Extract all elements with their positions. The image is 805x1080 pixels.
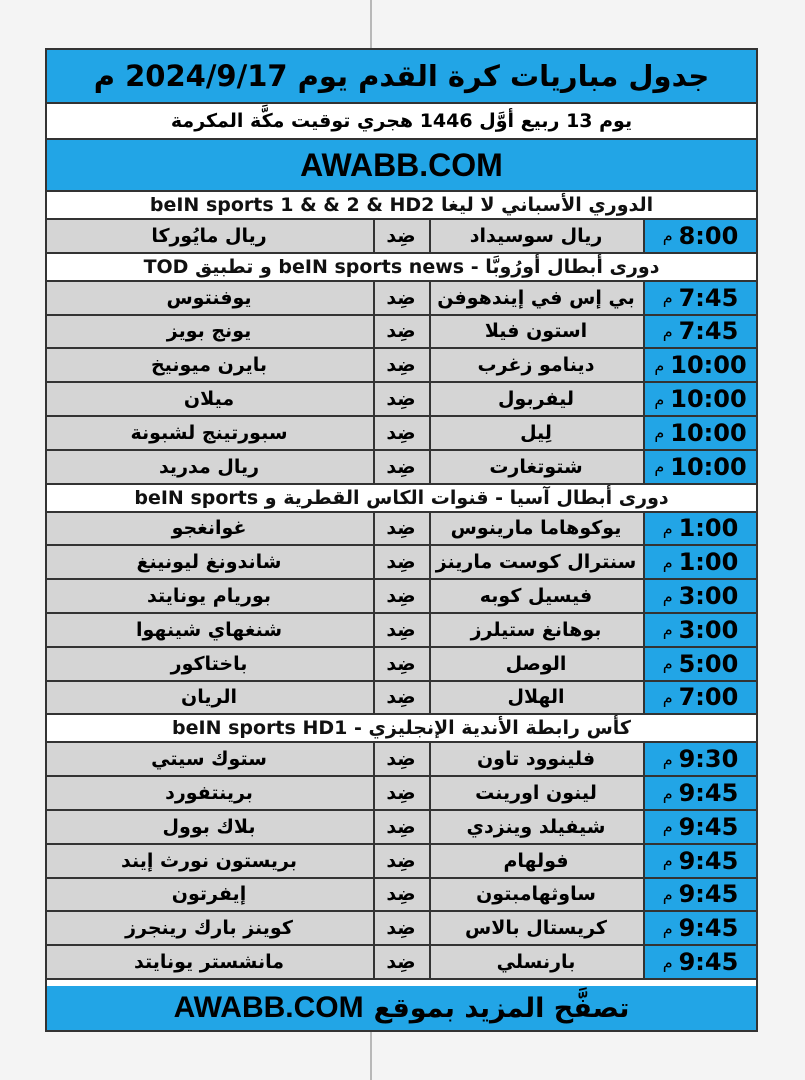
versus-label: ضِد [373, 743, 427, 775]
match-time: 9:45 [678, 880, 739, 909]
versus-label: ضِد [373, 417, 427, 449]
home-team: يوكوهاما مارينوس [429, 513, 641, 545]
match-time: 3:00 [678, 615, 739, 644]
match-time-period: م [662, 783, 673, 803]
match-row [47, 777, 756, 811]
away-team: غوانغجو [171, 517, 247, 540]
match-row [47, 316, 756, 350]
match-row [47, 743, 756, 777]
home-team: بوهانغ ستيلرز [429, 614, 641, 646]
versus-label: ضِد [373, 682, 427, 714]
section-heading: دورى أبطال آسيا - قنوات الكاس القطرية و beIN sports [134, 486, 669, 509]
match-time-period: م [662, 226, 673, 246]
match-time: 1:00 [678, 514, 739, 543]
versus-label: ضِد [373, 220, 427, 252]
match-time: 9:45 [678, 812, 739, 841]
home-team: شيفيلد وينزدي [429, 811, 641, 843]
away-team: ريال مايُوركا [151, 224, 267, 247]
match-row [47, 879, 756, 913]
match-time-cell [643, 220, 756, 252]
footer-row [47, 986, 756, 1030]
versus-label: ضِد [373, 546, 427, 578]
match-time-period: م [662, 884, 673, 904]
match-time: 9:45 [678, 948, 739, 977]
home-team: بارنسلي [429, 946, 641, 978]
match-row [47, 349, 756, 383]
match-time: 10:00 [670, 418, 747, 447]
versus-label: ضِد [373, 349, 427, 381]
section-heading: كأس رابطة الأندية الإنجليزي - beIN sports HD1 [172, 717, 631, 740]
match-time: 1:00 [678, 548, 739, 577]
away-team: بلاك بوول [162, 815, 256, 838]
page-title: جدول مباريات كرة القدم يوم 2024/9/17 م [93, 59, 710, 93]
match-row [47, 580, 756, 614]
away-team: بايرن ميونيخ [150, 354, 268, 377]
away-team: برينتفورد [165, 782, 253, 805]
match-time-cell [643, 614, 756, 646]
match-time-period: م [662, 586, 673, 606]
match-time: 7:45 [678, 317, 739, 346]
versus-label: ضِد [373, 513, 427, 545]
match-time-cell [643, 811, 756, 843]
match-time: 9:45 [678, 846, 739, 875]
match-row [47, 513, 756, 547]
away-team: الريان [181, 686, 237, 709]
versus-label: ضِد [373, 777, 427, 809]
section-heading: الدوري الأسباني لا ليغا beIN sports 1 & & 2 & HD2 [149, 194, 654, 216]
away-team: باختاكور [170, 652, 248, 675]
match-row [47, 811, 756, 845]
match-row [47, 383, 756, 417]
match-time-period: م [662, 321, 673, 341]
match-time-cell [643, 316, 756, 348]
match-time-cell [643, 648, 756, 680]
match-time-period: م [662, 288, 673, 308]
home-team: لينون اورينت [429, 777, 641, 809]
match-time: 7:00 [678, 683, 739, 712]
match-row [47, 614, 756, 648]
match-time: 9:45 [678, 914, 739, 943]
versus-label: ضِد [373, 614, 427, 646]
match-row [47, 417, 756, 451]
match-time-period: م [654, 389, 665, 409]
match-row [47, 682, 756, 716]
versus-label: ضِد [373, 451, 427, 483]
home-team: فولهام [429, 845, 641, 877]
away-team: ريال مدريد [158, 455, 260, 478]
versus-label: ضِد [373, 946, 427, 978]
match-time-cell [643, 451, 756, 483]
match-time: 5:00 [678, 649, 739, 678]
away-team: إيفرتون [171, 883, 247, 906]
versus-label: ضِد [373, 912, 427, 944]
match-time-period: م [662, 952, 673, 972]
title-row [47, 50, 756, 104]
match-time-period: م [662, 817, 673, 837]
home-team: فيسيل كوبه [429, 580, 641, 612]
match-time-cell [643, 580, 756, 612]
match-time: 9:30 [678, 745, 739, 774]
match-time-period: م [662, 620, 673, 640]
match-time-cell [643, 743, 756, 775]
footer-text [47, 986, 756, 1030]
match-row [47, 912, 756, 946]
match-time: 9:45 [678, 779, 739, 808]
match-time-cell [643, 946, 756, 978]
match-time-period: م [662, 654, 673, 674]
home-team: شتوتغارت [429, 451, 641, 483]
away-team: شاندونغ ليونينغ [136, 551, 282, 574]
match-time-period: م [662, 687, 673, 707]
away-team: شنغهاي شينهوا [135, 618, 283, 641]
away-team: ستوك سيتي [151, 748, 267, 771]
away-team: سبورتينج لشبونة [130, 421, 288, 444]
match-row [47, 220, 756, 254]
versus-label: ضِد [373, 316, 427, 348]
away-team: ميلان [183, 388, 235, 411]
section-heading-row [47, 254, 756, 282]
match-time: 8:00 [678, 221, 739, 250]
match-time-cell [643, 546, 756, 578]
match-schedule-table [45, 48, 758, 1032]
match-time-period: م [654, 457, 665, 477]
match-time-period: م [662, 851, 673, 871]
home-team: لِيل [429, 417, 641, 449]
match-time-period: م [654, 423, 665, 443]
home-team: ساوثهامبتون [429, 879, 641, 911]
footer-browse-text: تصفَّح المزيد بموقع [373, 992, 630, 1024]
match-time-cell [643, 777, 756, 809]
home-team: سنترال كوست مارينز [429, 546, 641, 578]
hijri-date: يوم 13 ربيع أوَّل 1446 هجري توقيت مكَّة المكرمة [170, 110, 633, 132]
match-time-cell [643, 513, 756, 545]
home-team: كريستال بالاس [429, 912, 641, 944]
versus-label: ضِد [373, 879, 427, 911]
match-time: 3:00 [678, 582, 739, 611]
versus-label: ضِد [373, 383, 427, 415]
section-heading-row [47, 192, 756, 220]
match-time-period: م [662, 518, 673, 538]
match-row [47, 845, 756, 879]
match-time: 10:00 [670, 452, 747, 481]
footer-site-link[interactable]: AWABB.COM [173, 991, 364, 1024]
match-time-cell [643, 845, 756, 877]
match-row [47, 946, 756, 980]
versus-label: ضِد [373, 648, 427, 680]
match-time-cell [643, 349, 756, 381]
section-heading: دورى أبطال أورُوبَّا - beIN sports news و تطبيق TOD [143, 255, 660, 278]
match-time: 10:00 [670, 351, 747, 380]
home-team: استون فيلا [429, 316, 641, 348]
match-time-cell [643, 282, 756, 314]
match-row [47, 546, 756, 580]
match-row [47, 282, 756, 316]
home-team: فلينوود تاون [429, 743, 641, 775]
match-time-cell [643, 417, 756, 449]
versus-label: ضِد [373, 845, 427, 877]
site-banner[interactable]: AWABB.COM [300, 146, 503, 183]
home-team: بي إس في إيندهوفن [429, 282, 641, 314]
away-team: يونج بويز [166, 320, 252, 343]
home-team: الوصل [429, 648, 641, 680]
versus-label: ضِد [373, 282, 427, 314]
match-time-period: م [662, 749, 673, 769]
match-time-period: م [662, 918, 673, 938]
away-team: مانشستر يونايتد [133, 951, 285, 974]
match-time-period: م [662, 552, 673, 572]
home-team: دينامو زغرب [429, 349, 641, 381]
away-team: كوينز بارك رينجرز [125, 917, 293, 940]
match-time-period: م [654, 355, 665, 375]
hijri-date-row [47, 104, 756, 140]
match-time: 7:45 [678, 283, 739, 312]
versus-label: ضِد [373, 811, 427, 843]
match-row [47, 451, 756, 485]
away-team: بوريام يونايتد [147, 585, 271, 608]
match-time-cell [643, 383, 756, 415]
home-team: ليفربول [429, 383, 641, 415]
home-team: ريال سوسيداد [429, 220, 641, 252]
match-time-cell [643, 682, 756, 714]
home-team: الهلال [429, 682, 641, 714]
versus-label: ضِد [373, 580, 427, 612]
section-heading-row [47, 715, 756, 743]
section-heading-row [47, 485, 756, 513]
away-team: بريستون نورث إيند [121, 849, 297, 872]
match-time-cell [643, 912, 756, 944]
match-time: 10:00 [670, 385, 747, 414]
match-time-cell [643, 879, 756, 911]
match-row [47, 648, 756, 682]
site-banner-row [47, 140, 756, 192]
away-team: يوفنتوس [166, 286, 252, 309]
